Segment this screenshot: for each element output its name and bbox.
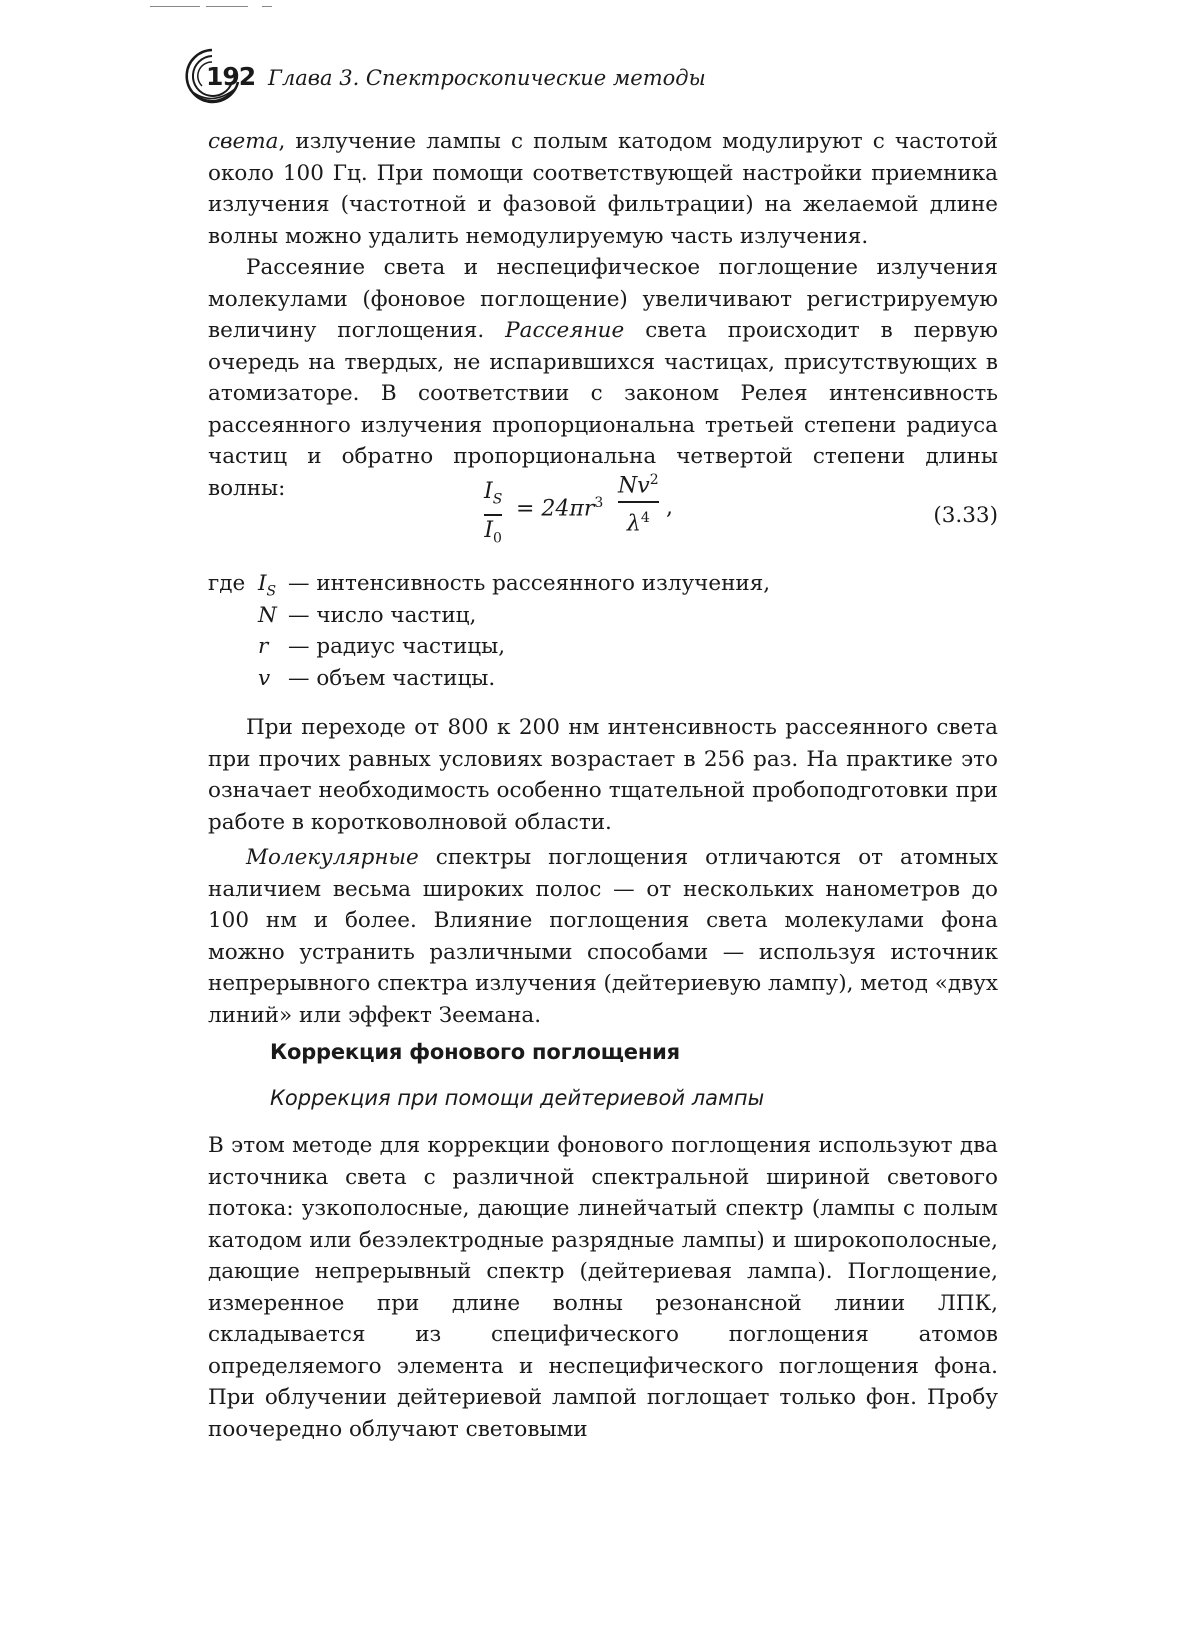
formula-comma: , bbox=[666, 495, 673, 520]
fraction-rhs: Nv$^2$ $\lambda^4$ bbox=[618, 472, 659, 537]
top-rule-2 bbox=[206, 6, 248, 7]
paragraph-4 bbox=[208, 842, 998, 1031]
paragraph-text: , излучение лампы с полым катодом модулируют с частотой около 100 Гц. При помощи соответствующей настройки приемника излучения (частотной и фазовой фильтрации) на желаемой длине волны можно удалить немодулируемую часть излучения. bbox=[208, 129, 998, 249]
paragraph-3: При переходе от 800 к 200 нм интенсивность рассеянного света при прочих равных условиях возрастает в 256 раз. На практике это означает необходимость особенно тщательной пробоподготовки при работе в коротковолновой области. bbox=[208, 715, 998, 835]
formula-3-33 bbox=[208, 472, 998, 556]
top-rule-1 bbox=[150, 6, 200, 7]
paragraph-text: света происходит в первую очередь на твердых, не испарившихся частицах, присутствующих в атомизаторе. В соответствии с законом Релея интенсивность рассеянного излучения пропорциональна третьей степени радиуса частиц и обратно пропорциональна четвертой степени длины волны: bbox=[208, 318, 998, 501]
top-rule-3 bbox=[262, 6, 272, 7]
definition-row: r — радиус частицы, bbox=[258, 634, 506, 659]
paragraph-5: В этом методе для коррекции фонового поглощения используют два источника света с различной спектральной шириной светового потока: узкополосные, дающие линейчатый спектр (лампы с полым катодом или безэлектродные разрядные лампы) и широкополосные, дающие непрерывный спектр (дейтериевая лампа). Поглощение, измеренное при длине волны резонансной линии ЛПК, складывается из специфического поглощения атомов определяемого элемента и неспецифического поглощения фона. При облучении дейтериевой лампой поглощает только фон. Пробу поочередно облучают световыми bbox=[208, 1133, 998, 1442]
chapter-title: Глава 3. Спектроскопические методы bbox=[268, 66, 706, 90]
page-number: 192 bbox=[206, 62, 256, 91]
definition-row: N — число частиц, bbox=[258, 602, 477, 628]
section-heading: Коррекция фонового поглощения bbox=[270, 1040, 680, 1064]
formula-coefficient: = $24\pi r^3$ bbox=[516, 495, 604, 522]
definition-row: v — объем частицы. bbox=[258, 665, 496, 691]
italic-word: Рассеяние bbox=[505, 318, 625, 343]
page-header bbox=[182, 46, 1012, 106]
subsection-heading: Коррекция при помощи дейтериевой лампы bbox=[270, 1086, 765, 1110]
italic-word: Молекулярные bbox=[246, 845, 419, 870]
equation-number: (3.33) bbox=[933, 503, 998, 528]
fraction-lhs: $I_S$ $I_0$ bbox=[484, 479, 503, 547]
paragraph-text: спектры поглощения отличаются от атомных наличием весьма широких полос — от нескольких нанометров до 100 нм и более. Влияние поглощения света молекулами фона можно устранить различными способами — используя источник непрерывного спектра излучения (дейтериевую лампу), метод «двух линий» или эффект Зеемана. bbox=[208, 845, 998, 1028]
definitions-list bbox=[208, 568, 998, 694]
italic-word: света bbox=[208, 129, 279, 154]
definition-row: где $I_S$ — интенсивность рассеянного излучения, bbox=[208, 571, 771, 600]
paragraph-2 bbox=[208, 252, 998, 504]
paragraph-text: Рассеяние света и неспецифическое поглощение излучения молекулами (фоновое поглощение) увеличивают регистрируемую величину поглощения. bbox=[208, 255, 998, 343]
paragraph-1 bbox=[208, 126, 998, 252]
